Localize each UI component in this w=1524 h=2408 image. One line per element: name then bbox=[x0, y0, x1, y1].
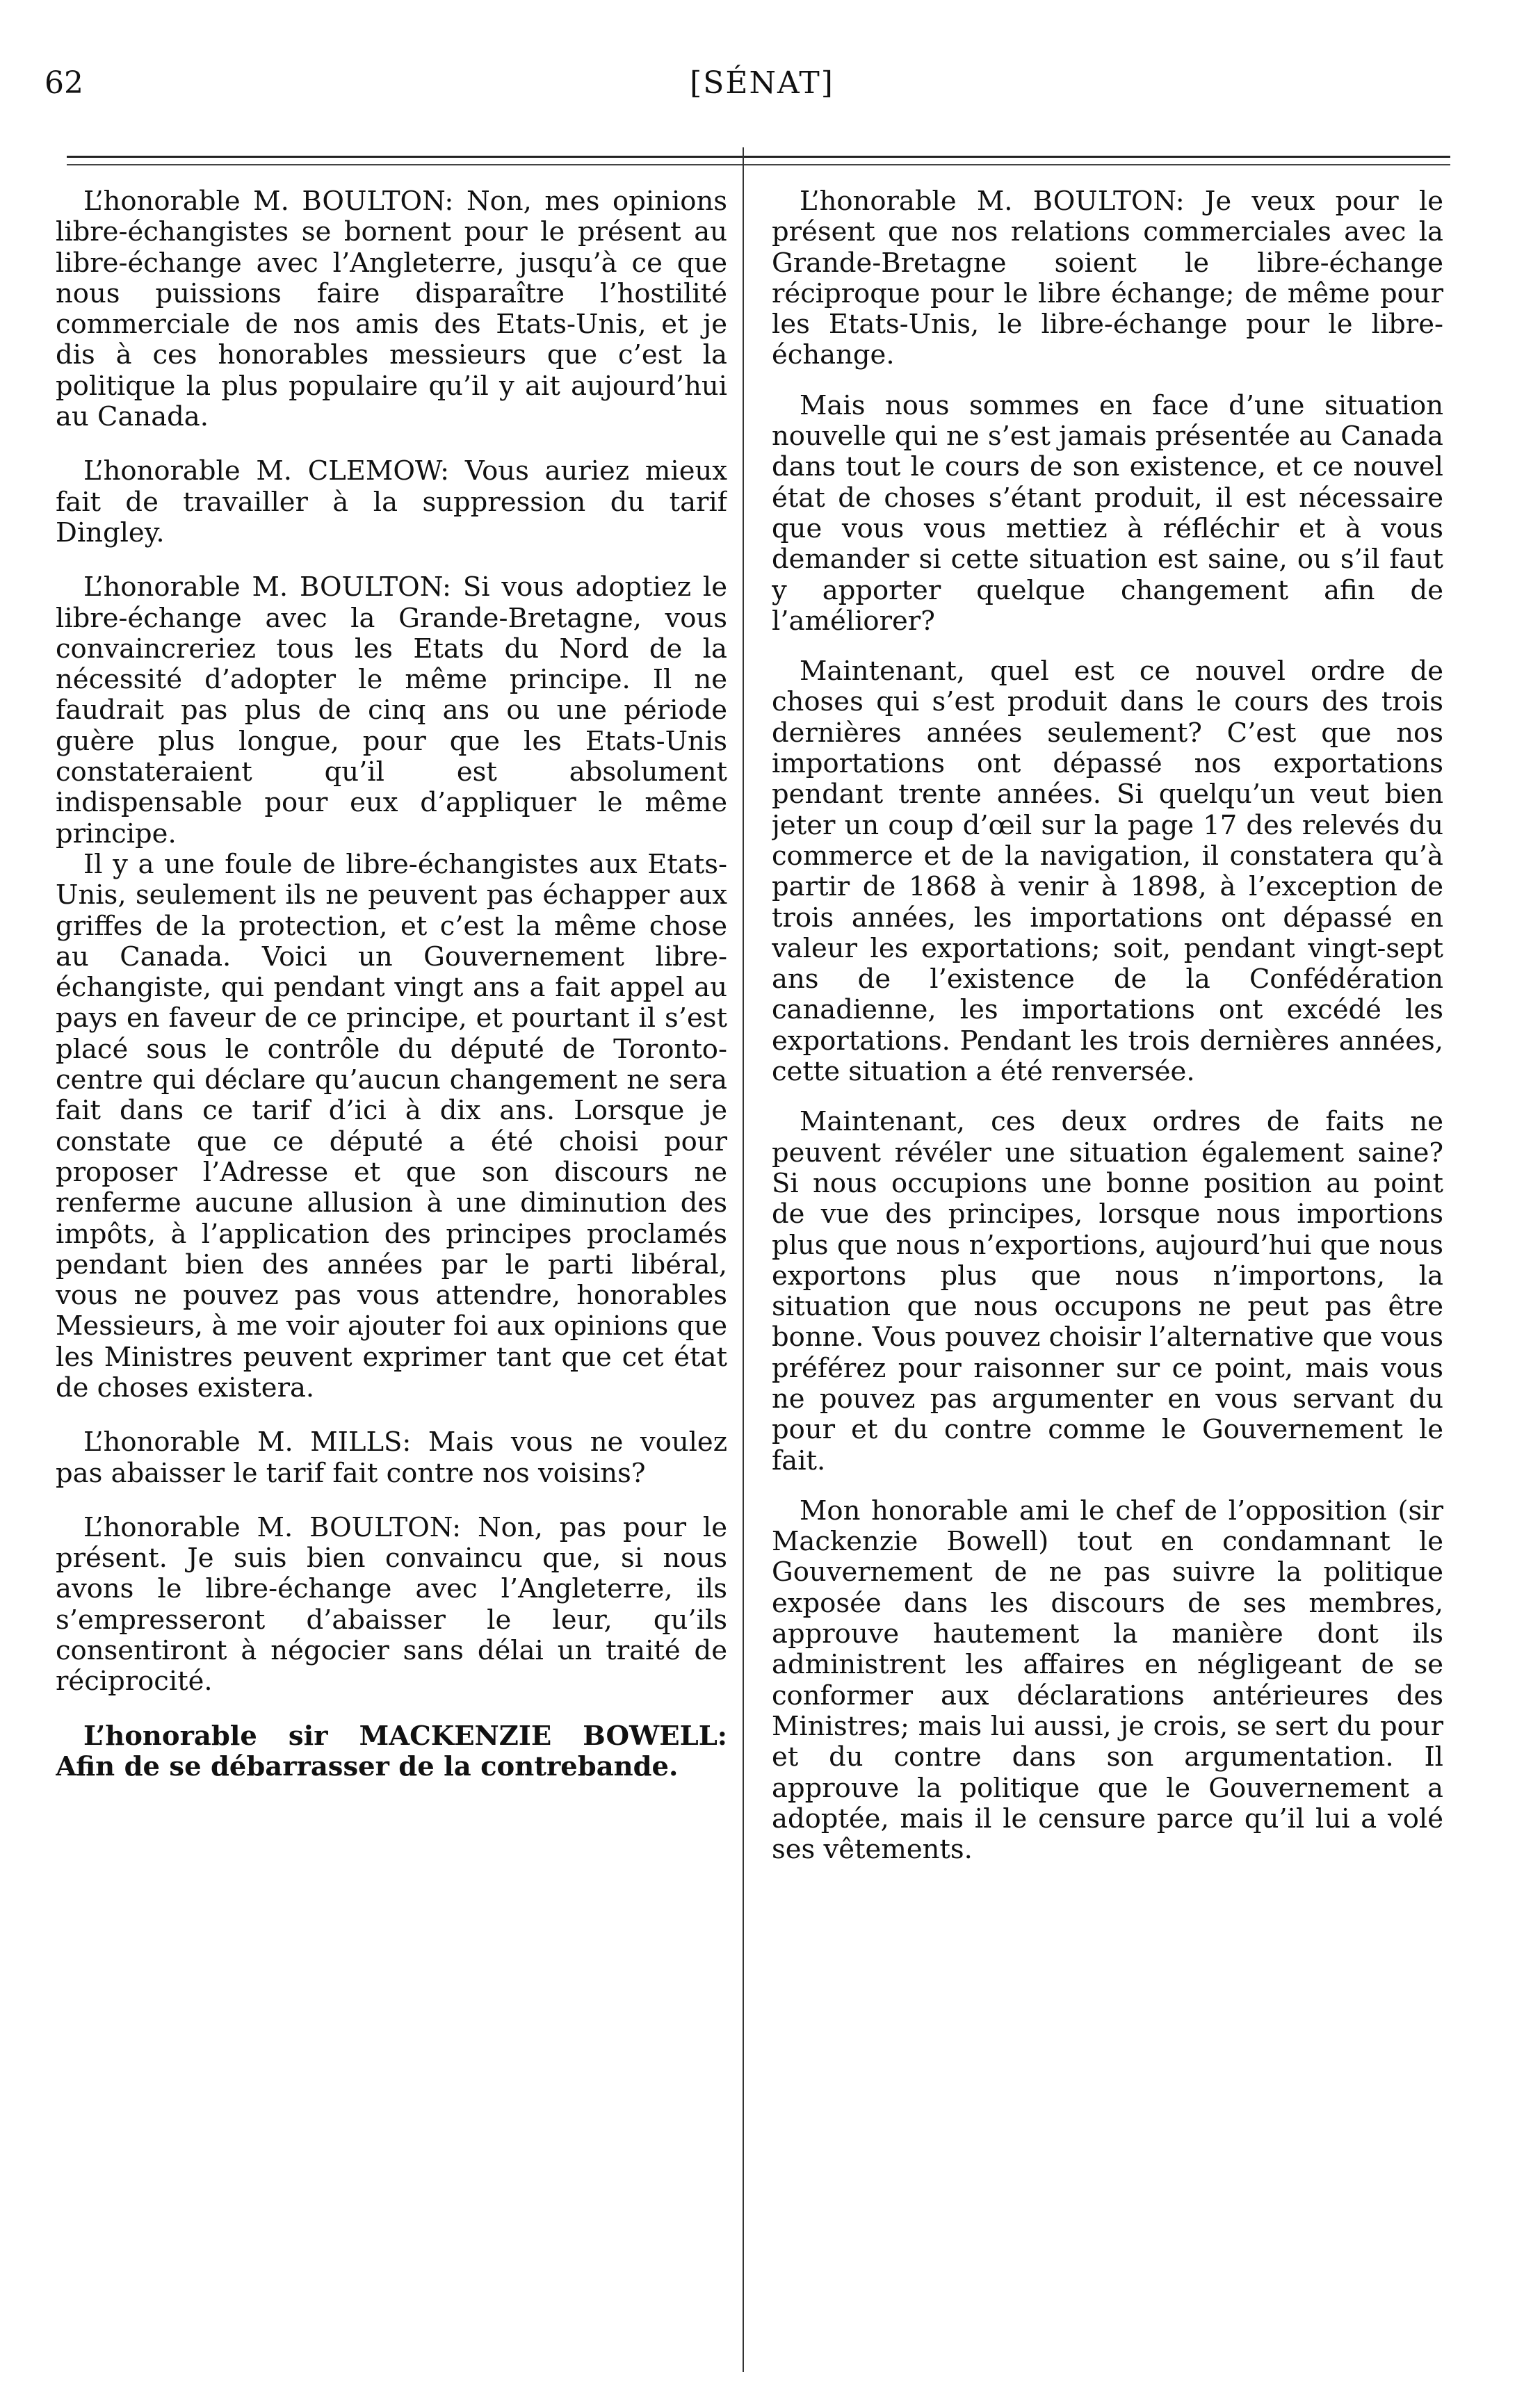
header-rule-thick bbox=[67, 156, 1450, 158]
page-number: 62 bbox=[44, 65, 83, 101]
paragraph-opposition: Mon honorable ami le chef de l’opposition (sir Mackenzie Bowell) tout en condamnant le Gouvernement de ne pas suivre la politique exposée dans les discours de ses membres, approuve hautement la manière dont ils administrent les affaires en négligeant de se conformer aux déclarations antérieures des Ministres; mais lui aussi, je crois, se sert du pour et du contre dans son argumentation. Il approuve la politique que le Gouvernement a adoptée, mais il le censure parce qu’il lui a volé ses vêtements. bbox=[772, 1495, 1443, 1866]
paragraph-boulton-1: L’honorable M. BOULTON: Non, mes opinions libre-échangistes se bornent pour le présent au libre-échange avec l’Angleterre, jusqu’à ce que nous puissions faire disparaître l’hostilité commerciale de nos amis des Etats-Unis, et je dis à ces honorables messieurs que c’est la politique la plus populaire qu’il y ait aujourd’hui au Canada. bbox=[56, 186, 727, 433]
paragraph-boulton-3: L’honorable M. BOULTON: Non, pas pour le présent. Je suis bien convaincu que, si nous avons le libre-échange avec l’Angleterre, ils s’empresseront d’abaisser le leur, qu’ils consentiront à négocier sans délai un traité de réciprocité. bbox=[56, 1511, 727, 1698]
paragraph-deux-ordres: Maintenant, ces deux ordres de faits ne peuvent révéler une situation également saine? Si nous occupions une bonne position au point de vue des principes, lorsque nous importions plus que nous n’exportions, aujourd’hui que nous exportons plus que nous n’importons, la situation que nous occupons ne peut pas être bonne. Vous pouvez choisir l’alternative que vous préférez pour raisonner sur ce point, mais vous ne pouvez pas argumenter en vous servant du pour et du contre comme le Gouvernement le fait. bbox=[772, 1106, 1443, 1476]
paragraph-importations: Maintenant, quel est ce nouvel ordre de choses qui s’est produit dans le cours des trois dernières années seulement? C’est que nos importations ont dépassé nos exportations pendant trente années. Si quelqu’un veut bien jeter un coup d’œil sur la page 17 des relevés du commerce et de la navigation, il constatera qu’à partir de 1868 à venir à 1898, à l’exception de trois années, les importations ont dépassé en valeur les exportations; soit, pendant vingt-sept ans de l’existence de la Confédération canadienne, les importations ont excédé les exportations. Pendant les trois dernières années, cette situation a été renversée. bbox=[772, 656, 1443, 1088]
paragraph-boulton-4: L’honorable M. BOULTON: Je veux pour le présent que nos relations commerciales avec la Grande-Bretagne soient le libre-échange réciproque pour le libre échange; de même pour les Etats-Unis, le libre-échange pour le libre-échange. bbox=[772, 186, 1443, 371]
paragraph-clemow: L’honorable M. CLEMOW: Vous auriez mieux fait de travailler à la suppression du tarif Dingley. bbox=[56, 455, 727, 548]
paragraph-mills: L’honorable M. MILLS: Mais vous ne voulez pas abaisser le tarif fait contre nos voisins? bbox=[56, 1426, 727, 1489]
left-column bbox=[56, 186, 727, 2376]
header-rule-thin bbox=[67, 164, 1450, 165]
paragraph-boulton-2-cont: Il y a une foule de libre-échangistes aux Etats-Unis, seulement ils ne peuvent pas échapper aux griffes de la protection, et c’est la même chose au Canada. Voici un Gouvernement libre-échangiste, qui pendant vingt ans a fait appel au pays en faveur de ce principe, et pourtant il s’est placé sous le contrôle du député de Toronto-centre qui déclare qu’aucun changement ne sera fait dans ce tarif d’ici à dix ans. Lorsque je constate que ce député a été choisi pour proposer l’Adresse et que son discours ne renferme aucune allusion à une diminution des impôts, à l’application des principes proclamés pendant bien des années par le parti libéral, vous ne pouvez pas vous attendre, honorables Messieurs, à me voir ajouter foi aux opinions que les Ministres peuvent exprimer tant que cet état de choses existera. bbox=[56, 848, 727, 1404]
paragraph-bowell: L’honorable sir MACKENZIE BOWELL: Afin de se débarrasser de la contrebande. bbox=[56, 1720, 727, 1782]
column-divider bbox=[743, 147, 744, 2372]
paragraph-boulton-2: L’honorable M. BOULTON: Si vous adoptiez le libre-échange avec la Grande-Bretagne, vous convaincreriez tous les Etats du Nord de la nécessité d’adopter le même principe. Il ne faudrait pas plus de cinq ans ou une période guère plus longue, pour que les Etats-Unis constateraient qu’il est absolument indispensable pour eux d’appliquer le même principe. bbox=[56, 571, 727, 849]
right-column bbox=[772, 186, 1443, 2376]
running-head: [SÉNAT] bbox=[690, 65, 834, 101]
paragraph-situation: Mais nous sommes en face d’une situation nouvelle qui ne s’est jamais présentée au Canada dans tout le cours de son existence, et ce nouvel état de choses s’étant produit, il est nécessaire que vous vous mettiez à réfléchir et à vous demander si cette situation est saine, ou s’il faut y apporter quelque changement afin de l’améliorer? bbox=[772, 389, 1443, 637]
